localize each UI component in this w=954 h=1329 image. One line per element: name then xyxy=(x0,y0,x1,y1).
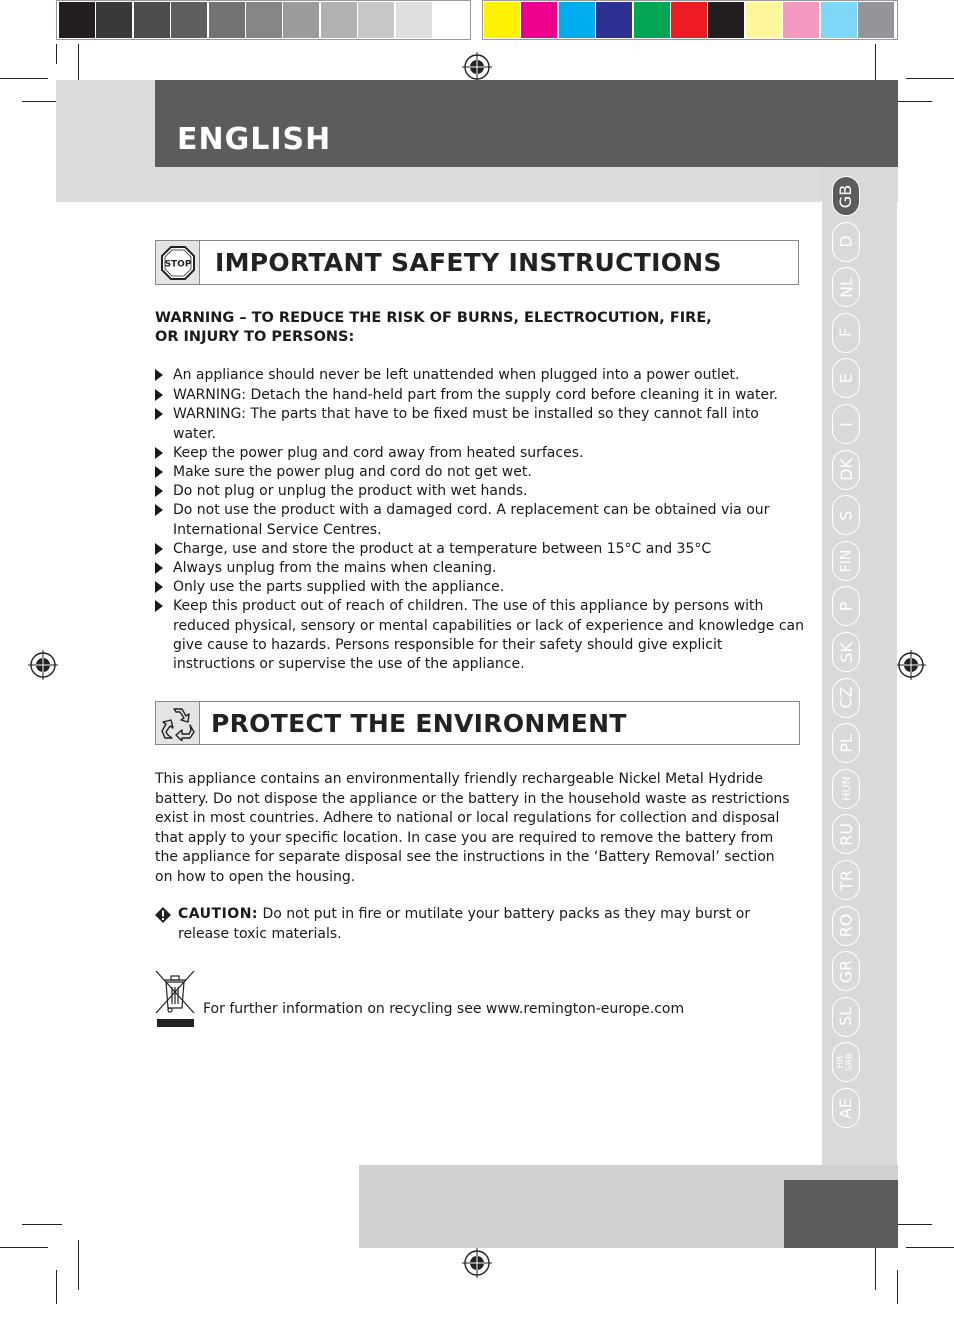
language-tab-label: TR xyxy=(836,869,856,891)
list-item: Keep this product out of reach of children. The use of this appliance by persons with reduced physical, sensory or mental capabilities or lack of experience and knowledge can give cause to hazards. Persons responsible for their safety should give explicit instructions or supervise the use of the appliance. xyxy=(155,597,805,674)
crop-mark xyxy=(0,78,48,79)
language-tab-hr-srb[interactable] xyxy=(832,1042,860,1082)
registration-mark-icon xyxy=(28,650,58,680)
environment-body: This appliance contains an environmentally friendly rechargeable Nickel Metal Hydride battery. Do not dispose the appliance or the battery in the household waste as restrictions exist in most countries. Adhere to national or local regulations for collection and disposal that apply to your specific location. In case you are required to remove the battery from the appliance for separate disposal see the instructions in the ‘Battery Removal’ section on how to open the housing. xyxy=(155,771,790,885)
list-item: Always unplug from the mains when cleaning. xyxy=(155,559,805,578)
language-tab-sl[interactable] xyxy=(832,997,860,1037)
safety-list xyxy=(155,366,805,674)
crop-mark xyxy=(906,1247,954,1248)
warning-heading xyxy=(155,309,795,347)
language-tab-label: SK xyxy=(836,641,856,663)
gray-swatch xyxy=(59,2,95,38)
registration-mark-icon xyxy=(462,1248,492,1278)
list-item: WARNING: Detach the hand-held part from the supply cord before cleaning it in water. xyxy=(155,386,805,405)
environment-section-header xyxy=(155,701,800,745)
gray-swatch xyxy=(358,2,394,38)
language-tab-nl[interactable] xyxy=(832,267,860,307)
language-tab-label: RO xyxy=(836,913,856,938)
crop-mark xyxy=(892,101,932,102)
footer-band-dark xyxy=(784,1180,898,1248)
language-tab-label: RU xyxy=(836,822,856,846)
warning-heading-line-1: WARNING – TO REDUCE THE RISK OF BURNS, ELECTROCUTION, FIRE, xyxy=(155,310,712,326)
list-item: WARNING: The parts that have to be fixed must be installed so they cannot fall into water. xyxy=(155,405,805,443)
list-item: Make sure the power plug and cord do not get wet. xyxy=(155,463,805,482)
crop-mark xyxy=(22,1224,62,1225)
color-swatch xyxy=(858,2,894,38)
list-item: Keep the power plug and cord away from heated surfaces. xyxy=(155,444,805,463)
list-item: An appliance should never be left unattended when plugged into a power outlet. xyxy=(155,366,805,385)
environment-title: PROTECT THE ENVIRONMENT xyxy=(211,709,627,738)
warning-diamond-icon xyxy=(155,907,171,923)
language-tab-d[interactable] xyxy=(832,222,860,262)
safety-title: IMPORTANT SAFETY INSTRUCTIONS xyxy=(215,248,722,277)
language-tab-label: S xyxy=(836,510,856,521)
language-tab-label: I xyxy=(836,421,856,427)
caution-text-block xyxy=(178,905,778,944)
language-tab-sk[interactable] xyxy=(832,632,860,672)
color-swatch xyxy=(559,2,595,38)
crop-mark xyxy=(0,1247,48,1248)
language-tab-label: D xyxy=(836,235,856,248)
language-tab-label: P xyxy=(836,601,856,612)
page-title: ENGLISH xyxy=(177,122,332,157)
language-tab-gr[interactable] xyxy=(832,951,860,991)
color-swatch xyxy=(746,2,782,38)
color-swatch xyxy=(484,2,520,38)
gray-swatch xyxy=(246,2,282,38)
language-tab-label: E xyxy=(836,373,856,384)
list-item: Only use the parts supplied with the appliance. xyxy=(155,578,805,597)
caution-text: Do not put in fire or mutilate your battery packs as they may burst or release toxic materials. xyxy=(178,906,751,942)
gray-swatch xyxy=(433,2,469,38)
gray-swatch xyxy=(171,2,207,38)
registration-mark-icon xyxy=(896,650,926,680)
gray-swatch xyxy=(283,2,319,38)
crop-mark xyxy=(56,44,57,64)
language-tab-label: CZ xyxy=(836,686,856,709)
color-swatch xyxy=(708,2,744,38)
language-tab-f[interactable] xyxy=(832,313,860,353)
language-tab-cz[interactable] xyxy=(832,678,860,718)
language-tab-label: FIN xyxy=(838,549,854,573)
language-tab-label: HUN xyxy=(839,776,853,802)
language-tab-dk[interactable] xyxy=(832,450,860,490)
registration-mark-icon xyxy=(462,52,492,82)
language-tab-p[interactable] xyxy=(832,586,860,626)
warning-heading-line-2: OR INJURY TO PERSONS: xyxy=(155,329,355,345)
language-tab-pl[interactable] xyxy=(832,723,860,763)
language-tab-e[interactable] xyxy=(832,358,860,398)
language-tab-hun[interactable] xyxy=(832,769,860,809)
language-tab-ae[interactable] xyxy=(832,1088,860,1128)
stop-sign-text: STOP xyxy=(164,259,191,269)
language-tab-label: F xyxy=(836,328,856,338)
language-tab-label: NL xyxy=(836,276,856,298)
list-item: Do not use the product with a damaged cord. A replacement can be obtained via our International Service Centres. xyxy=(155,501,805,539)
color-swatch xyxy=(596,2,632,38)
recycling-info: For further information on recycling see www.remington-europe.com xyxy=(203,1001,685,1017)
language-tab-fin[interactable] xyxy=(832,541,860,581)
gray-swatch xyxy=(209,2,245,38)
language-tab-label: GB xyxy=(836,184,856,208)
language-tab-label: HR SRB xyxy=(835,1053,855,1072)
language-tab-label: GR xyxy=(836,959,856,983)
gray-swatch xyxy=(96,2,132,38)
gray-swatch xyxy=(134,2,170,38)
gray-swatch xyxy=(321,2,357,38)
stop-sign-icon xyxy=(156,241,200,284)
crop-mark xyxy=(892,1224,932,1225)
crossed-out-bin-icon xyxy=(154,968,198,1030)
caution-label: CAUTION: xyxy=(178,906,259,922)
crop-mark xyxy=(897,1270,898,1304)
recycle-icon xyxy=(156,702,200,744)
language-tab-gb[interactable] xyxy=(832,176,860,216)
language-tab-label: AE xyxy=(836,1097,856,1119)
safety-section-header xyxy=(155,240,799,285)
gray-swatch xyxy=(396,2,432,38)
crop-mark xyxy=(78,1240,79,1290)
language-tab-label: DK xyxy=(836,458,856,481)
color-swatch xyxy=(783,2,819,38)
language-tab-i[interactable] xyxy=(832,404,860,444)
language-tab-s[interactable] xyxy=(832,495,860,535)
language-tab-label: PL xyxy=(836,733,856,753)
list-item: Do not plug or unplug the product with wet hands. xyxy=(155,482,805,501)
color-swatch xyxy=(821,2,857,38)
crop-mark xyxy=(56,1270,57,1304)
crop-mark xyxy=(906,78,954,79)
language-tab-ro[interactable] xyxy=(832,906,860,946)
color-swatch xyxy=(521,2,557,38)
language-tab-ru[interactable] xyxy=(832,814,860,854)
list-item: Charge, use and store the product at a temperature between 15°C and 35°C xyxy=(155,540,805,559)
language-tab-tr[interactable] xyxy=(832,860,860,900)
color-swatch xyxy=(671,2,707,38)
color-swatch xyxy=(634,2,670,38)
language-tab-label: SL xyxy=(836,1007,856,1027)
